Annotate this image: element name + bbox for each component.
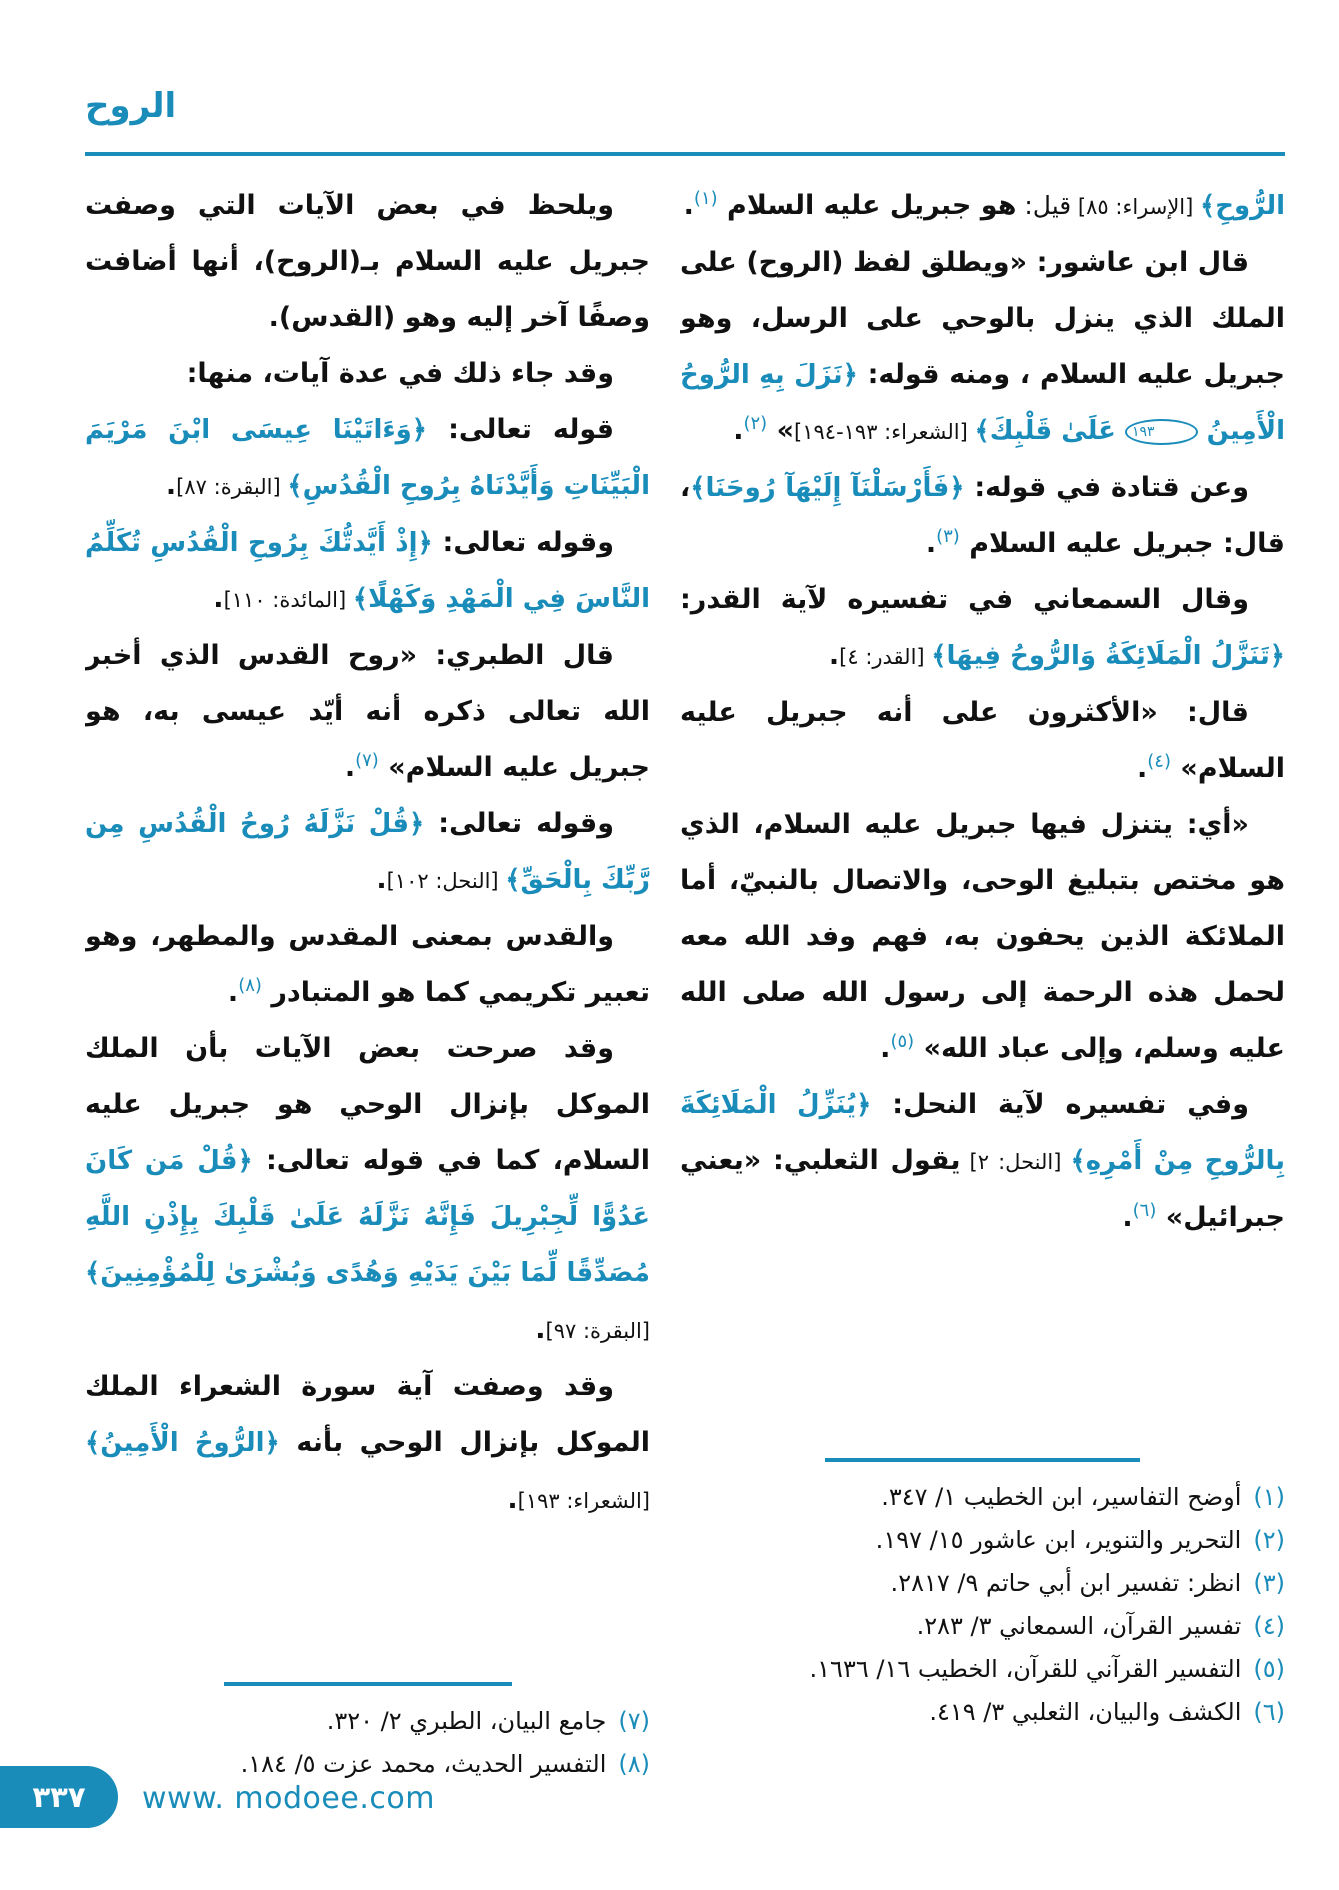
body-text: » xyxy=(767,415,795,446)
quran-quote: عَلَىٰ قَلْبِكَ﴾ xyxy=(974,416,1125,446)
left-column-footnotes xyxy=(85,1682,650,1786)
right-column-footnotes xyxy=(680,1458,1285,1786)
paragraph xyxy=(85,178,650,346)
body-text: هو جبريل عليه السلام xyxy=(717,190,1017,221)
quran-quote: ﴿يُنَزِّلُ الْمَلَائِكَةَ بِالرُّوحِ مِنْ أَمْرِهِ﴾ xyxy=(680,1090,1285,1176)
paragraph xyxy=(85,796,650,909)
quran-quote: الرُّوحِ﴾ xyxy=(1200,191,1285,221)
body-text: . xyxy=(828,640,840,671)
paragraph xyxy=(85,1021,650,1359)
body-text: يقول الثعلبي: «يعني جبرائيل» xyxy=(680,1145,1285,1233)
body-text: وفي تفسيره لآية النحل: xyxy=(871,1089,1249,1120)
paragraph xyxy=(85,402,650,515)
paragraph xyxy=(680,1077,1285,1246)
footnote-marker: (٧) xyxy=(355,750,379,771)
paragraph xyxy=(85,1359,650,1529)
right-column-text xyxy=(680,178,1285,1246)
paragraph xyxy=(680,460,1285,572)
footnote-text: التفسير القرآني للقرآن، الخطيب ١٦/ ١٦٣٦. xyxy=(809,1655,1242,1683)
verse-reference: [البقرة: ٩٧] xyxy=(545,1319,650,1343)
body-text: . xyxy=(1122,1202,1133,1233)
paragraph xyxy=(85,515,650,628)
footnote xyxy=(680,1648,1285,1691)
quran-quote: ﴿قُلْ نَزَّلَهُ رُوحُ الْقُدُسِ مِن رَّبِّكَ بِالْحَقِّ﴾ xyxy=(85,809,650,895)
left-column-text xyxy=(85,178,650,1529)
paragraph xyxy=(680,797,1285,1077)
quran-quote: ﴿الرُّوحُ الْأَمِينُ﴾ xyxy=(85,1428,280,1458)
verse-reference: [الشعراء: ١٩٣-١٩٤] xyxy=(794,420,975,444)
footnote xyxy=(680,1519,1285,1562)
footnote-text: انظر: تفسير ابن أبي حاتم ٩/ ٢٨١٧. xyxy=(890,1569,1242,1597)
footnote-number: (١) xyxy=(1253,1483,1285,1511)
footnote-number: (٥) xyxy=(1253,1655,1285,1683)
footnote-number: (٤) xyxy=(1253,1612,1285,1640)
body-text: قال الطبري: «روح القدس الذي أخبر الله تعالى ذكره أنه أيّد عيسى به، هو جبريل عليه السلام» xyxy=(85,640,650,783)
paragraph xyxy=(680,178,1285,235)
footnote xyxy=(85,1700,650,1743)
verse-reference: [الإسراء: ٨٥] xyxy=(1071,195,1201,219)
footnote xyxy=(680,1476,1285,1519)
page-number: ٣٣٧ xyxy=(32,1780,86,1814)
footnote xyxy=(680,1605,1285,1648)
footnote xyxy=(680,1691,1285,1734)
quran-quote: ﴿تَنَزَّلُ الْمَلَائِكَةُ وَالرُّوحُ فِيهَا﴾ xyxy=(931,641,1285,671)
footnote xyxy=(680,1562,1285,1605)
footnote-marker: (٦) xyxy=(1132,1200,1157,1221)
footnote-text: التحرير والتنوير، ابن عاشور ١٥/ ١٩٧. xyxy=(875,1526,1242,1554)
paragraph xyxy=(680,235,1285,460)
body-text: وقال السمعاني في تفسيره لآية القدر: xyxy=(680,584,1249,615)
body-text: قال: «الأكثرون على أنه جبريل عليه السلام» xyxy=(680,697,1285,784)
body-text: وقد جاء ذلك في عدة آيات، منها: xyxy=(186,358,614,389)
body-text: وقوله تعالى: xyxy=(424,808,614,839)
left-column xyxy=(85,178,650,1786)
paragraph xyxy=(85,628,650,796)
footnote-number: (٣) xyxy=(1253,1569,1285,1597)
footnote-list xyxy=(680,1476,1285,1734)
verse-reference: [المائدة: ١١٠] xyxy=(223,588,353,612)
footnote-marker: (٤) xyxy=(1147,751,1171,772)
footnote-marker: (٢) xyxy=(743,413,768,434)
body-text: . xyxy=(925,528,937,559)
footnote-marker: (٨) xyxy=(238,975,262,996)
body-text: . xyxy=(880,1033,891,1064)
body-text: وقد صرحت بعض الآيات بأن الملك الموكل بإنزال الوحي هو جبريل عليه السلام، كما في قوله تعالى: xyxy=(85,1033,650,1176)
footnote-marker: (٣) xyxy=(936,526,960,547)
body-text: وعن قتادة في قوله: xyxy=(964,472,1249,503)
footnote-text: تفسير القرآن، السمعاني ٣/ ٢٨٣. xyxy=(916,1612,1242,1640)
verse-reference: [النحل: ٢] xyxy=(960,1150,1071,1174)
website-text: www. modoee.com xyxy=(142,1781,435,1816)
footnote-number: (٧) xyxy=(618,1707,650,1735)
paragraph xyxy=(680,572,1285,685)
quran-quote: ﴿وَءَاتَيْنَا عِيسَى ابْنَ مَرْيَمَ الْبَيِّنَاتِ وَأَيَّدْنَاهُ بِرُوحِ الْقُدُسِ﴾ xyxy=(85,415,650,501)
body-text: ويلحظ في بعض الآيات التي وصفت جبريل عليه السلام بـ(الروح)، أنها أضافت وصفًا آخر إليه وهو (القدس). xyxy=(85,190,650,333)
body-text: . xyxy=(165,470,177,501)
body-text: . xyxy=(507,1484,518,1515)
text-columns xyxy=(85,178,1285,1786)
paragraph xyxy=(85,346,650,402)
paragraph xyxy=(680,685,1285,797)
footnote-text: الكشف والبيان، الثعلبي ٣/ ٤١٩. xyxy=(929,1698,1242,1726)
verse-reference: [البقرة: ٨٧] xyxy=(176,475,288,499)
footnote-text: أوضح التفاسير، ابن الخطيب ١/ ٣٤٧. xyxy=(881,1483,1242,1511)
footnote xyxy=(85,1743,650,1786)
footnote-marker: (٥) xyxy=(890,1031,915,1052)
body-text: قال ابن عاشور: «ويطلق لفظ (الروح) على الملك الذي ينزل بالوحي على الرسل، وهو جبريل عليه السلام ، ومنه قوله: xyxy=(680,247,1285,390)
quran-quote: ﴿قُلْ مَن كَانَ عَدُوًّا لِّجِبْرِيلَ فَإِنَّهُ نَزَّلَهُ عَلَىٰ قَلْبِكَ بِإِذْنِ اللَّهِ مُصَدِّقًا لِّمَا بَيْنَ يَدَيْهِ وَهُدًى وَبُشْرَىٰ لِلْمُؤْمِنِينَ﴾ xyxy=(85,1146,650,1288)
body-text: «أي: يتنزل فيها جبريل عليه السلام، الذي هو مختص بتبليغ الوحى، والاتصال بالنبيّ، أما الملائكة الذين يحفون به، فهم وفد الله معه لحمل هذه الرحمة إلى رسول الله صلى الله عليه وسلم، وإلى عباد الله» xyxy=(680,809,1285,1064)
footnote-number: (٢) xyxy=(1253,1526,1285,1554)
quran-quote: ﴿نَزَلَ بِهِ الرُّوحُ الْأَمِينُ xyxy=(680,360,1285,446)
footnote-separator xyxy=(825,1458,1140,1462)
body-text: وقد وصفت آية سورة الشعراء الملك الموكل بإنزال الوحي بأنه xyxy=(85,1371,650,1458)
body-text: . xyxy=(376,864,387,895)
body-text-regular: قيل: xyxy=(1016,191,1072,220)
verse-reference: [الشعراء: ١٩٣] xyxy=(517,1489,650,1513)
footnote-number: (٦) xyxy=(1253,1698,1285,1726)
body-text: والقدس بمعنى المقدس والمطهر، وهو تعبير تكريمي كما هو المتبادر xyxy=(85,921,650,1008)
footnote-text: التفسير الحديث، محمد عزت ٥/ ١٨٤. xyxy=(240,1750,607,1778)
body-text: . xyxy=(344,752,356,783)
body-text: ، قال: جبريل عليه السلام xyxy=(680,472,1285,559)
quran-quote: ﴿فَأَرْسَلْنَآ إِلَيْهَآ رُوحَنَا﴾ xyxy=(690,473,965,503)
body-text: . xyxy=(227,977,239,1008)
verse-reference: [النحل: ١٠٢] xyxy=(386,869,506,893)
quran-quote: ﴿إِذْ أَيَّدتُّكَ بِرُوحِ الْقُدُسِ تُكَلِّمُ النَّاسَ فِي الْمَهْدِ وَكَهْلًا﴾ xyxy=(85,528,650,614)
footnote-number: (٨) xyxy=(618,1750,650,1778)
body-text: . xyxy=(535,1314,546,1345)
body-text: . xyxy=(213,583,224,614)
body-text: . xyxy=(733,415,744,446)
page-title: الروح xyxy=(85,86,177,126)
ayah-number: ١٩٣ xyxy=(1125,419,1198,445)
body-text: . xyxy=(1137,753,1148,784)
body-text: قوله تعالى: xyxy=(427,414,615,445)
paragraph xyxy=(85,909,650,1021)
body-text: وقوله تعالى: xyxy=(432,527,614,558)
footnote-list xyxy=(85,1700,650,1786)
page-number-badge xyxy=(0,1766,118,1828)
footnote-separator xyxy=(224,1682,512,1686)
body-text: . xyxy=(683,190,694,221)
header-rule xyxy=(85,152,1285,156)
right-column xyxy=(680,178,1285,1786)
footnote-marker: (١) xyxy=(693,188,718,209)
footnote-text: جامع البيان، الطبري ٢/ ٣٢٠. xyxy=(326,1707,607,1735)
verse-reference: [القدر: ٤] xyxy=(839,645,932,669)
